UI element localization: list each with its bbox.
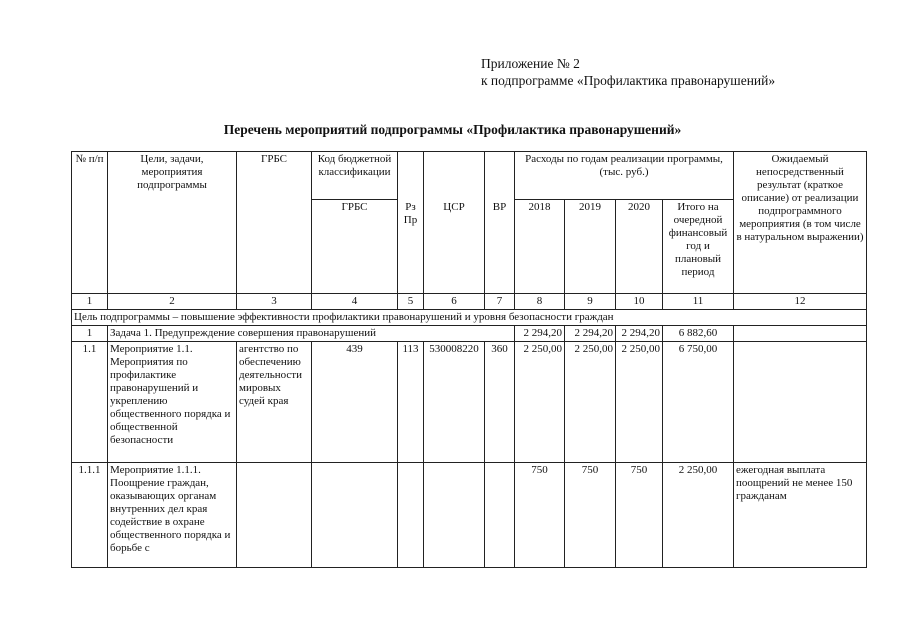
- row-rzpr: [398, 463, 424, 568]
- header-vr: ВР: [485, 200, 515, 294]
- measures-table: [71, 151, 867, 568]
- table-row: [72, 342, 867, 463]
- header-row-1: [72, 152, 867, 200]
- row-num: 1.1.1: [72, 463, 108, 568]
- column-number: 3: [237, 294, 312, 310]
- row-vr: [485, 463, 515, 568]
- header-grbs-code: ГРБС: [312, 200, 398, 294]
- row-total: 6 750,00: [663, 342, 734, 463]
- goal-text: Цель подпрограммы – повышение эффективности профилактики правонарушений и уровня безопасности граждан: [72, 310, 867, 326]
- column-number: 10: [616, 294, 663, 310]
- column-number: 7: [485, 294, 515, 310]
- row-num: 1.1: [72, 342, 108, 463]
- column-number: 2: [108, 294, 237, 310]
- task-row: [72, 326, 867, 342]
- task-text: Задача 1. Предупреждение совершения правонарушений: [108, 326, 515, 342]
- table-row: [72, 463, 867, 568]
- column-number: 5: [398, 294, 424, 310]
- row-2018: 750: [515, 463, 565, 568]
- row-rzpr: 113: [398, 342, 424, 463]
- row-2020: 750: [616, 463, 663, 568]
- row-2019: 2 250,00: [565, 342, 616, 463]
- row-csr: [424, 463, 485, 568]
- appendix-number: Приложение № 2: [481, 56, 580, 71]
- header-num: № п/п: [72, 152, 108, 294]
- row-result: ежегодная выплата поощрений не менее 150 гражданам: [734, 463, 867, 568]
- row-csr: 530008220: [424, 342, 485, 463]
- row-grbs-code: 439: [312, 342, 398, 463]
- row-2020: 2 250,00: [616, 342, 663, 463]
- header-total: Итого на очередной финансовый год и плановый период: [663, 200, 734, 294]
- header-year-2018: 2018: [515, 200, 565, 294]
- column-number: 12: [734, 294, 867, 310]
- row-name: Мероприятие 1.1. Мероприятия по профилактике правонарушений и укреплению общественного порядка и общественной безопасности: [108, 342, 237, 463]
- task-total: 6 882,60: [663, 326, 734, 342]
- row-vr: 360: [485, 342, 515, 463]
- column-number: 6: [424, 294, 485, 310]
- column-number: 1: [72, 294, 108, 310]
- row-grbs: [237, 463, 312, 568]
- column-number: 11: [663, 294, 734, 310]
- appendix-caption: [481, 55, 775, 89]
- row-grbs-code: [312, 463, 398, 568]
- header-goals: Цели, задачи, мероприятия подпрограммы: [108, 152, 237, 294]
- column-number-row: [72, 294, 867, 310]
- task-2020: 2 294,20: [616, 326, 663, 342]
- header-rzpr: Рз Пр: [398, 200, 424, 294]
- header-year-2020: 2020: [616, 200, 663, 294]
- column-number: 9: [565, 294, 616, 310]
- task-num: 1: [72, 326, 108, 342]
- column-number: 4: [312, 294, 398, 310]
- document-title: Перечень мероприятий подпрограммы «Профилактика правонарушений»: [223, 122, 682, 137]
- row-2018: 2 250,00: [515, 342, 565, 463]
- header-csr: ЦСР: [424, 200, 485, 294]
- header-grbs: ГРБС: [237, 152, 312, 294]
- header-year-2019: 2019: [565, 200, 616, 294]
- task-2019: 2 294,20: [565, 326, 616, 342]
- row-name: Мероприятие 1.1.1. Поощрение граждан, оказывающих органам внутренних дел края содействие в охране общественного порядка и борьбе с: [108, 463, 237, 568]
- row-grbs: агентство по обеспечению деятельности мировых судей края: [237, 342, 312, 463]
- row-2019: 750: [565, 463, 616, 568]
- header-budget-code: Код бюджетной классификации: [312, 152, 398, 200]
- header-result: Ожидаемый непосредственный результат (краткое описание) от реализации подпрограммного мероприятия (в том числе в натуральном выражении): [734, 152, 867, 294]
- column-number: 8: [515, 294, 565, 310]
- row-result: [734, 342, 867, 463]
- appendix-reference: к подпрограмме «Профилактика правонарушений»: [481, 73, 776, 88]
- goal-row: [72, 310, 867, 326]
- row-total: 2 250,00: [663, 463, 734, 568]
- task-2018: 2 294,20: [515, 326, 565, 342]
- header-expenses: Расходы по годам реализации программы, (тыс. руб.): [515, 152, 734, 200]
